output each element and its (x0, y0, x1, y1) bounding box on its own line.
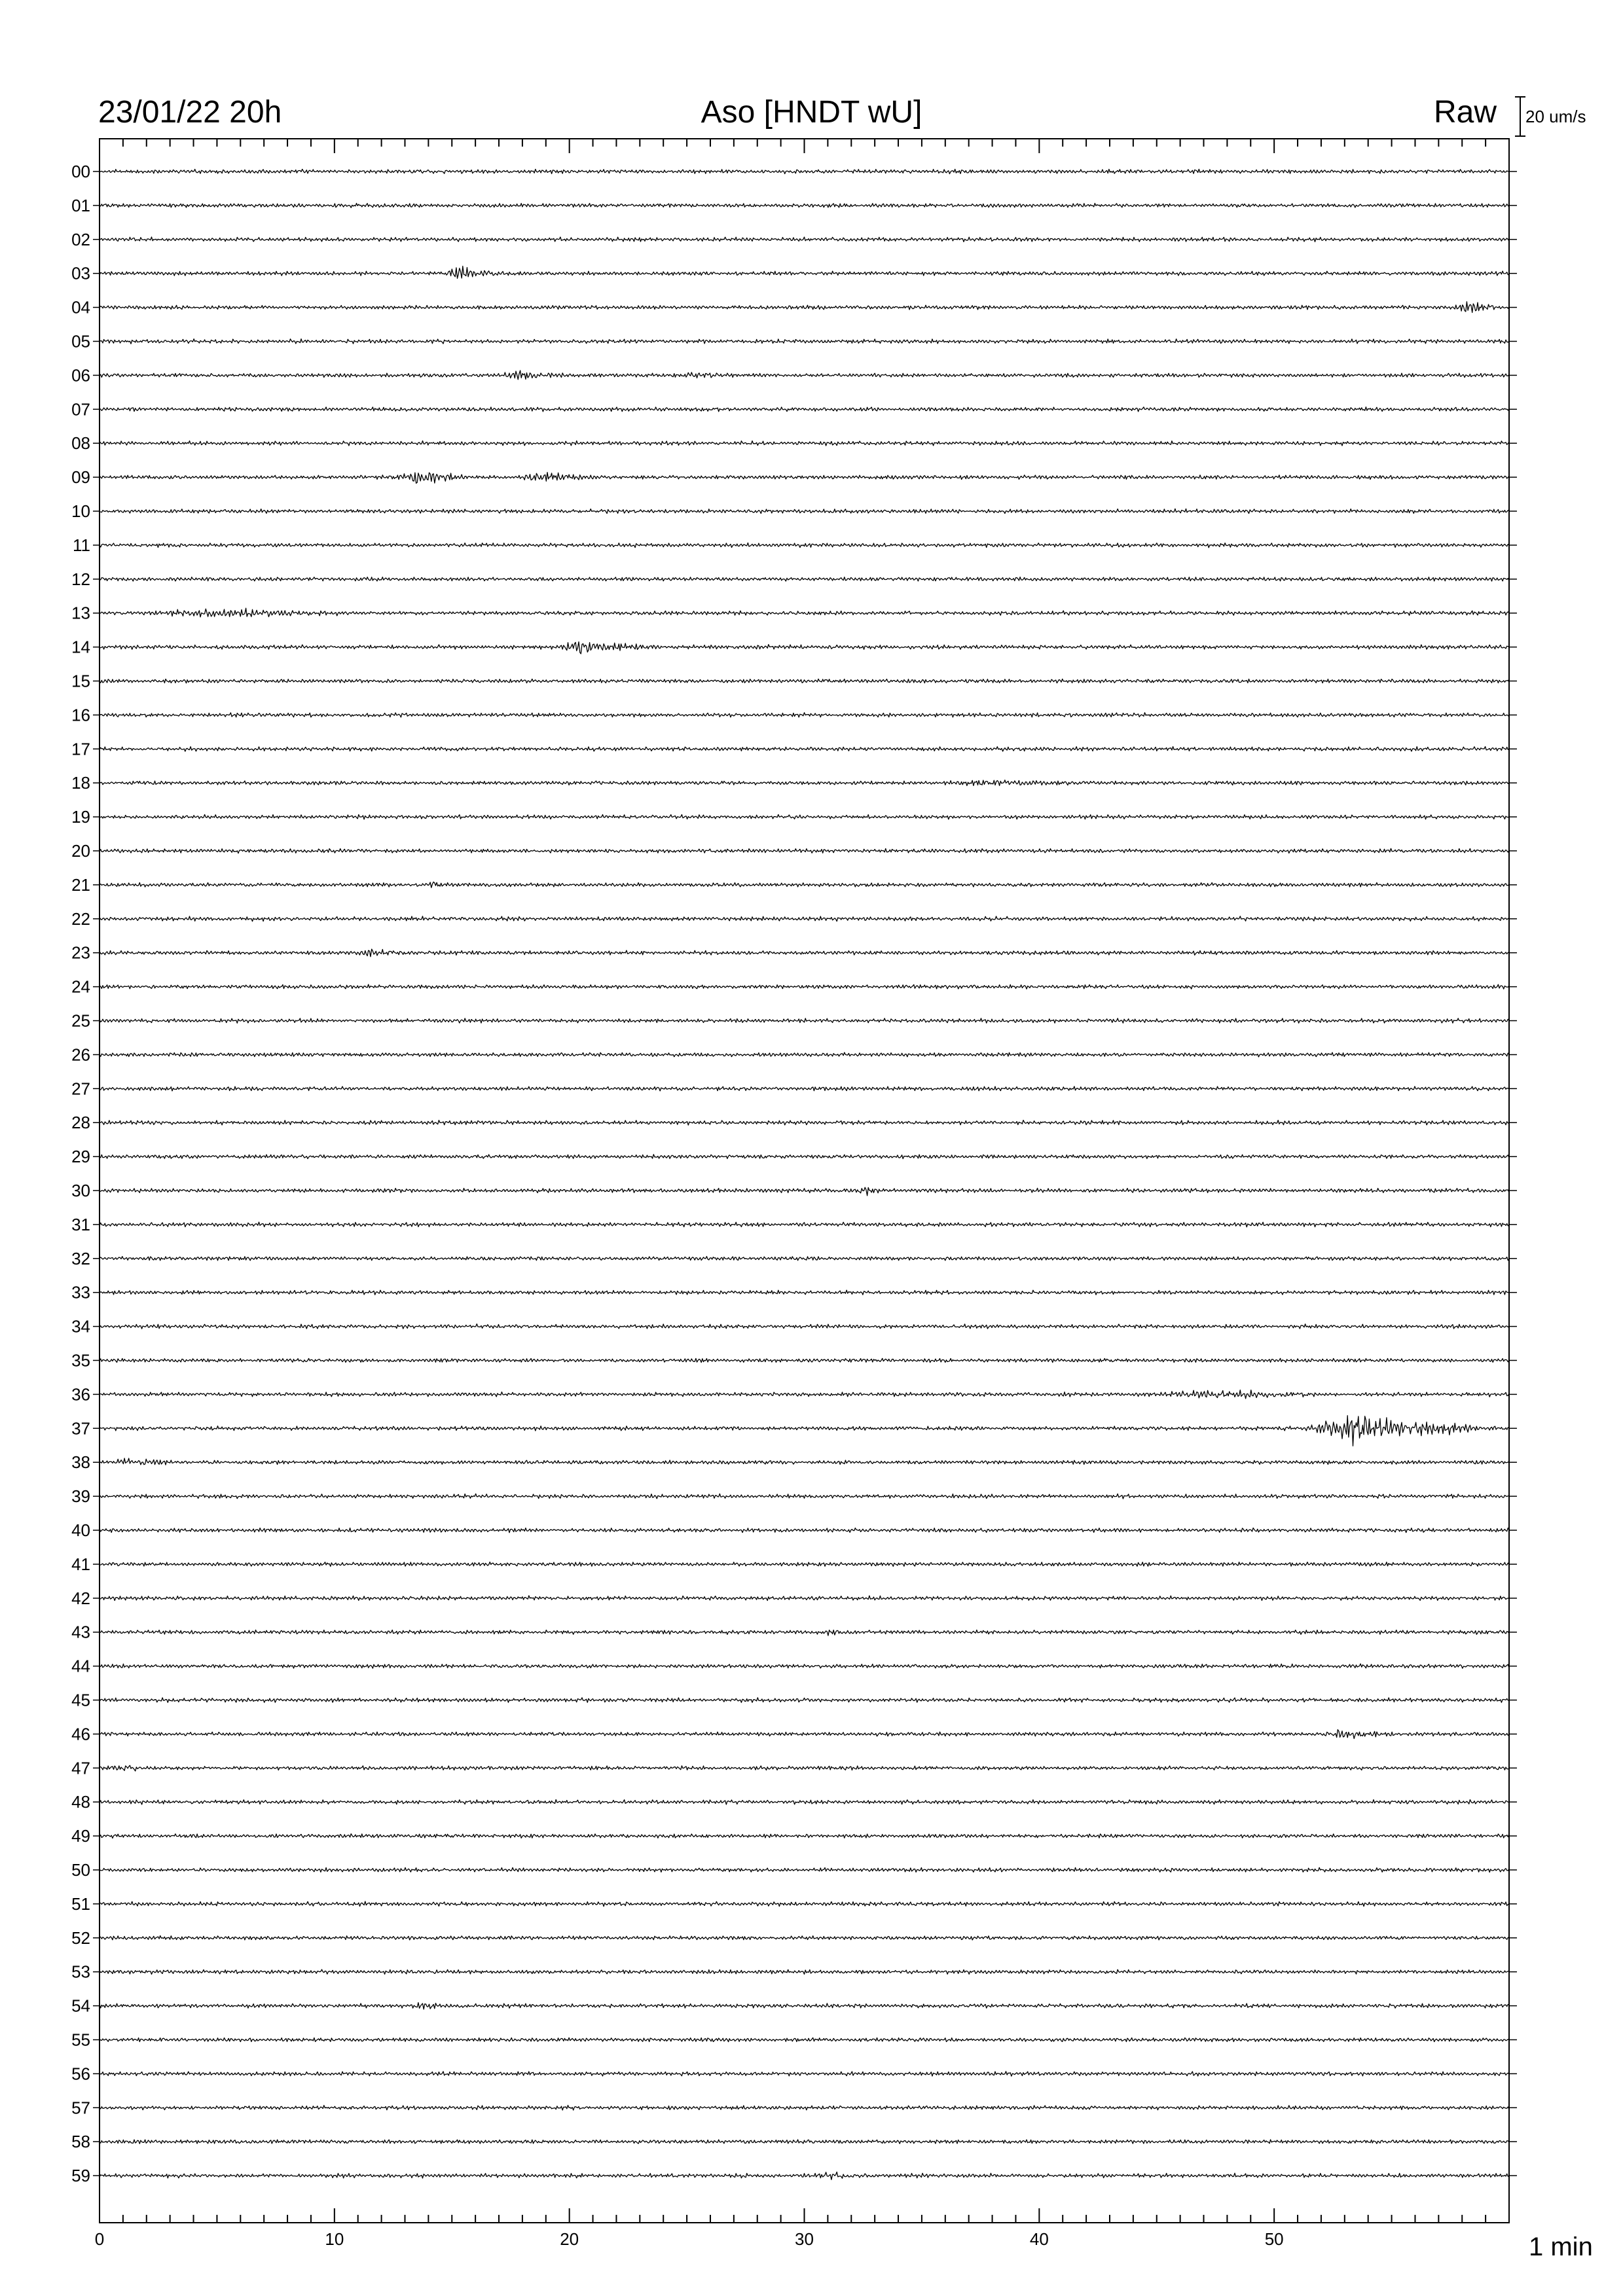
trace-56 (100, 2072, 1509, 2076)
traces-group (100, 170, 1509, 2180)
trace-35 (100, 1358, 1509, 1362)
trace-57 (100, 2106, 1509, 2110)
trace-14 (100, 642, 1509, 654)
row-label-10: 10 (71, 501, 90, 521)
row-label-07: 07 (71, 399, 90, 420)
row-label-22: 22 (71, 908, 90, 929)
trace-11 (100, 543, 1509, 547)
row-label-00: 00 (71, 162, 90, 181)
trace-15 (100, 679, 1509, 683)
row-label-33: 33 (71, 1282, 90, 1302)
row-label-03: 03 (71, 263, 90, 283)
row-label-02: 02 (71, 229, 90, 249)
x-tick-label: 20 (560, 2229, 579, 2249)
trace-19 (100, 815, 1509, 819)
row-label-12: 12 (71, 569, 90, 589)
trace-42 (100, 1596, 1509, 1601)
row-label-35: 35 (71, 1350, 90, 1371)
row-label-15: 15 (71, 671, 90, 691)
trace-55 (100, 2037, 1509, 2041)
row-label-57: 57 (71, 2098, 90, 2118)
trace-37 (100, 1416, 1509, 1446)
row-label-59: 59 (71, 2166, 90, 2186)
x-tick-label: 50 (1264, 2229, 1284, 2249)
row-label-05: 05 (71, 331, 90, 351)
row-label-51: 51 (71, 1893, 90, 1914)
trace-10 (100, 509, 1509, 513)
row-label-38: 38 (71, 1452, 90, 1473)
trace-21 (100, 882, 1509, 888)
trace-46 (100, 1730, 1509, 1739)
trace-39 (100, 1494, 1509, 1499)
trace-41 (100, 1562, 1509, 1567)
time-unit-label: 1 min (1529, 2233, 1593, 2261)
trace-06 (100, 370, 1509, 380)
trace-24 (100, 984, 1509, 989)
row-label-25: 25 (71, 1011, 90, 1031)
trace-40 (100, 1528, 1509, 1533)
trace-17 (100, 747, 1509, 751)
row-label-09: 09 (71, 467, 90, 488)
trace-47 (100, 1765, 1509, 1771)
trace-36 (100, 1390, 1509, 1399)
x-tick-label: 10 (325, 2229, 344, 2249)
x-tick-label: 0 (94, 2229, 105, 2249)
row-label-40: 40 (71, 1520, 90, 1540)
row-label-54: 54 (71, 1996, 90, 2016)
x-tick-label: 30 (795, 2229, 814, 2249)
row-label-18: 18 (71, 773, 90, 793)
trace-44 (100, 1664, 1509, 1668)
trace-53 (100, 1969, 1509, 1974)
row-label-06: 06 (71, 365, 90, 386)
row-label-34: 34 (71, 1316, 90, 1336)
row-label-53: 53 (71, 1962, 90, 1982)
row-label-04: 04 (71, 297, 90, 317)
row-label-24: 24 (71, 977, 90, 997)
row-label-11: 11 (73, 535, 90, 555)
trace-04 (100, 302, 1509, 313)
trace-03 (100, 266, 1509, 279)
row-label-46: 46 (71, 1724, 90, 1744)
trace-32 (100, 1257, 1509, 1261)
trace-25 (100, 1018, 1509, 1023)
trace-27 (100, 1086, 1509, 1091)
row-label-27: 27 (71, 1079, 90, 1099)
trace-50 (100, 1867, 1509, 1872)
row-label-58: 58 (71, 2132, 90, 2152)
trace-52 (100, 1936, 1509, 1941)
station-title: Aso [HNDT wU] (701, 95, 922, 130)
row-label-30: 30 (71, 1181, 90, 1200)
row-label-49: 49 (71, 1826, 90, 1846)
row-label-14: 14 (71, 637, 90, 657)
row-label-47: 47 (71, 1758, 90, 1778)
row-label-01: 01 (71, 195, 90, 215)
row-label-37: 37 (71, 1418, 90, 1439)
trace-45 (100, 1698, 1509, 1702)
trace-12 (100, 577, 1509, 581)
trace-23 (100, 949, 1509, 957)
row-label-48: 48 (71, 1792, 90, 1812)
trace-43 (100, 1630, 1509, 1636)
row-label-21: 21 (71, 874, 90, 895)
trace-38 (100, 1458, 1509, 1465)
trace-02 (100, 237, 1509, 242)
row-label-41: 41 (71, 1554, 90, 1574)
trace-09 (100, 473, 1509, 484)
trace-58 (100, 2140, 1509, 2144)
row-label-45: 45 (71, 1690, 90, 1710)
row-label-29: 29 (71, 1147, 90, 1167)
row-label-26: 26 (71, 1045, 90, 1065)
row-label-20: 20 (71, 841, 90, 861)
row-label-28: 28 (71, 1113, 90, 1133)
row-label-16: 16 (71, 705, 90, 725)
mode-label: Raw (1433, 95, 1497, 130)
row-label-13: 13 (71, 603, 90, 623)
row-label-50: 50 (71, 1860, 90, 1880)
row-label-42: 42 (71, 1588, 90, 1608)
trace-51 (100, 1901, 1509, 1907)
trace-49 (100, 1834, 1509, 1839)
trace-01 (100, 204, 1509, 208)
trace-30 (100, 1187, 1509, 1196)
trace-31 (100, 1222, 1509, 1227)
trace-22 (100, 916, 1509, 922)
trace-05 (100, 339, 1509, 344)
trace-34 (100, 1324, 1509, 1329)
trace-18 (100, 780, 1509, 786)
row-label-52: 52 (71, 1928, 90, 1948)
trace-20 (100, 848, 1509, 853)
row-label-36: 36 (71, 1384, 90, 1405)
date-hour-label: 23/01/22 20h (98, 95, 282, 130)
amplitude-scale-label: 20 um/s (1525, 107, 1586, 126)
trace-08 (100, 441, 1509, 446)
trace-16 (100, 713, 1509, 717)
row-label-32: 32 (71, 1248, 90, 1268)
trace-00 (100, 170, 1509, 174)
trace-13 (100, 608, 1509, 617)
row-label-39: 39 (71, 1486, 90, 1507)
row-label-44: 44 (71, 1656, 90, 1676)
row-label-23: 23 (71, 942, 90, 963)
trace-33 (100, 1290, 1509, 1295)
trace-07 (100, 407, 1509, 412)
row-label-31: 31 (71, 1214, 90, 1234)
trace-28 (100, 1121, 1509, 1126)
row-label-08: 08 (71, 433, 90, 454)
trace-26 (100, 1052, 1509, 1057)
x-tick-label: 40 (1029, 2229, 1049, 2249)
plot-frame (100, 139, 1509, 2223)
row-label-19: 19 (71, 807, 90, 827)
trace-54 (100, 2003, 1509, 2009)
row-label-55: 55 (71, 2030, 90, 2050)
trace-59 (100, 2172, 1509, 2180)
row-label-43: 43 (71, 1622, 90, 1642)
row-label-17: 17 (71, 739, 90, 759)
row-label-56: 56 (71, 2064, 90, 2084)
trace-29 (100, 1155, 1509, 1159)
trace-48 (100, 1800, 1509, 1804)
